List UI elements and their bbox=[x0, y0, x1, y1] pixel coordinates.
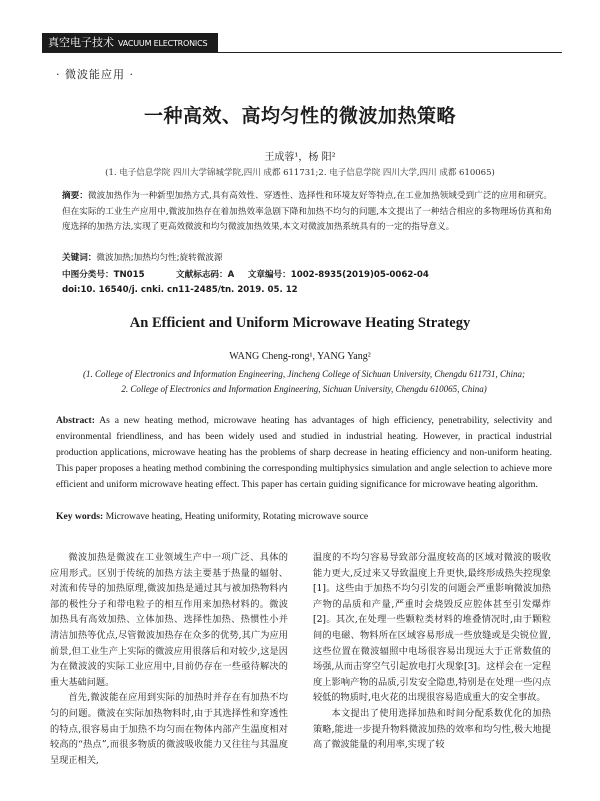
doccode-label: 文献标志码： bbox=[176, 270, 228, 280]
doi-label: doi: bbox=[62, 285, 81, 295]
doccode-value: A bbox=[227, 270, 235, 280]
body-paragraph: 本文提出了使用选择加热和时间分配系数优化的加热策略,能进一步提升物料微波加热的效率和均匀性,极大地提高了微波能量的利用率,实现了较 bbox=[313, 707, 551, 751]
keywords-en-text: Microwave heating, Heating uniformity, Rotating microwave source bbox=[103, 511, 369, 522]
article-no-value: 1002-8935(2019)05-0062-04 bbox=[290, 270, 429, 280]
body-column-left bbox=[50, 550, 288, 768]
body-column-right bbox=[313, 550, 551, 753]
abstract-cn-label: 摘要： bbox=[62, 191, 88, 201]
authors-en: WANG Cheng-rong¹, YANG Yang² bbox=[229, 351, 371, 362]
authors-cn: 王成蓉¹，杨 阳² bbox=[264, 152, 336, 163]
keywords-cn bbox=[62, 251, 223, 263]
keywords-en bbox=[56, 511, 556, 522]
abstract-en bbox=[56, 413, 552, 493]
header-rule bbox=[42, 52, 562, 53]
abstract-en-text: As a new heating method, microwave heating has advantages of high efficiency, penetrability, selectivity and environmental friendliness, and has been widely used and studied in industrial heating. However, in practical industrial production applications, microwave heating has the problems of sharp decrease in heating efficiency and non-uniform heating. This paper proposes a heating method combining the corresponding multiphysics simulation and angle selection to achieve more efficient and uniform microwave heating effect. This paper has certain guiding significance for microwave heating algorithm. bbox=[56, 415, 552, 490]
body-paragraph: 温度的不均匀容易导致部分温度较高的区域对微波的吸收能力更大,反过来又导致温度上升更快,最终形成热失控现象[1]。这些由于加热不均匀引发的问题会严重影响微波加热产物的品质和产量,严重时会烧毁反应腔体甚至引发爆炸[2]。其次,在处理一些颗粒类材料的堆叠情况时,由于颗粒间的电磁、物料所在区域容易形成一些放缝或是尖锐位置,这些位置在微波辐照中电场很容易出现远大于正常数值的场强,从而击穿空气引起放电打火现象[3]。这样会在一定程度上影响产物的品质,引发安全隐患,特别是在处理一些闪点较低的物质时,电火花的出现很容易造成重大的安全事故。 bbox=[313, 552, 551, 704]
doi-value: 10. 16540/j. cnki. cn11-2485/tn. 2019. 05. 12 bbox=[80, 285, 298, 295]
journal-name-en: VACUUM ELECTRONICS bbox=[118, 39, 208, 48]
keywords-cn-text: 微波加热;加热均匀性;旋转微波源 bbox=[96, 253, 223, 263]
classification-line bbox=[62, 268, 429, 280]
affiliation-en-2: 2. College of Electronics and Information Engineering, Sichuan University, Chengdu 610065, China) bbox=[121, 384, 487, 394]
article-title-cn: 一种高效、高均匀性的微波加热策略 bbox=[143, 105, 456, 127]
keywords-en-label: Key words: bbox=[56, 511, 104, 522]
column-label: · 微波能应用 · bbox=[56, 68, 134, 81]
keywords-cn-label: 关键词： bbox=[62, 253, 97, 263]
affiliation-en-1: (1. College of Electronics and Information Engineering, Jincheng College of Sichuan University, Chengdu 611731, China; bbox=[83, 369, 525, 379]
article-title-en: An Efficient and Uniform Microwave Heating Strategy bbox=[129, 315, 471, 331]
abstract-cn-text: 微波加热作为一种新型加热方式,具有高效性、穿透性、选择性和环境友好等特点,在工业加热领域受到广泛的应用和研究。但在实际的工业生产应用中,微波加热存在着加热效率急剧下降和加热不均匀的问题,本文提出了一种结合相应的多物理场仿真和角度选择的加热方法,实现了更高效微波和均匀微波加热效果,本文对微波加热系统具有的一定的指导意义。 bbox=[62, 191, 552, 232]
journal-name-cn: 真空电子技术 bbox=[48, 36, 114, 49]
journal-header-bar bbox=[42, 33, 218, 52]
body-paragraph: 首先,微波能在应用到实际的加热时并存在有加热不均匀的问题。微波在实际加热物料时,由于其选择性和穿透性的特点,很容易由于加热不均匀而在物体内部产生温度相对较高的“热点”,而很多物质的微波吸收能力又往往与其温度呈现正相关, bbox=[50, 692, 288, 766]
abstract-en-label: Abstract: bbox=[56, 415, 95, 426]
class-value: TN015 bbox=[113, 270, 145, 280]
affiliation-cn: (1. 电子信息学院 四川大学锦城学院,四川 成都 611731;2. 电子信息学院 四川大学,四川 成都 610065) bbox=[105, 168, 495, 178]
article-no-label: 文章编号： bbox=[247, 270, 291, 280]
body-paragraph: 微波加热是微波在工业领域生产中一项广泛、具体的应用形式。区别于传统的加热方法主要基于热量的辐射、对流和传导的加热原理,微波加热是通过其与被加热物料内部的极性分子和带电粒子的相互作用来加热材料的。微波加热具有高效加热、立体加热、选择性加热、热惯性小并清洁加热等优点,尽管微波加热存在众多的优势,其广为应用前景,但工业生产上实际的微波应用很落后和对较少,这是因为在微波波的实际工业应用中,目前仍存在一些亟待解决的重大基础问题。 bbox=[50, 552, 288, 688]
doi-line bbox=[62, 285, 298, 295]
abstract-cn bbox=[62, 189, 552, 236]
class-label: 中图分类号： bbox=[62, 270, 114, 280]
